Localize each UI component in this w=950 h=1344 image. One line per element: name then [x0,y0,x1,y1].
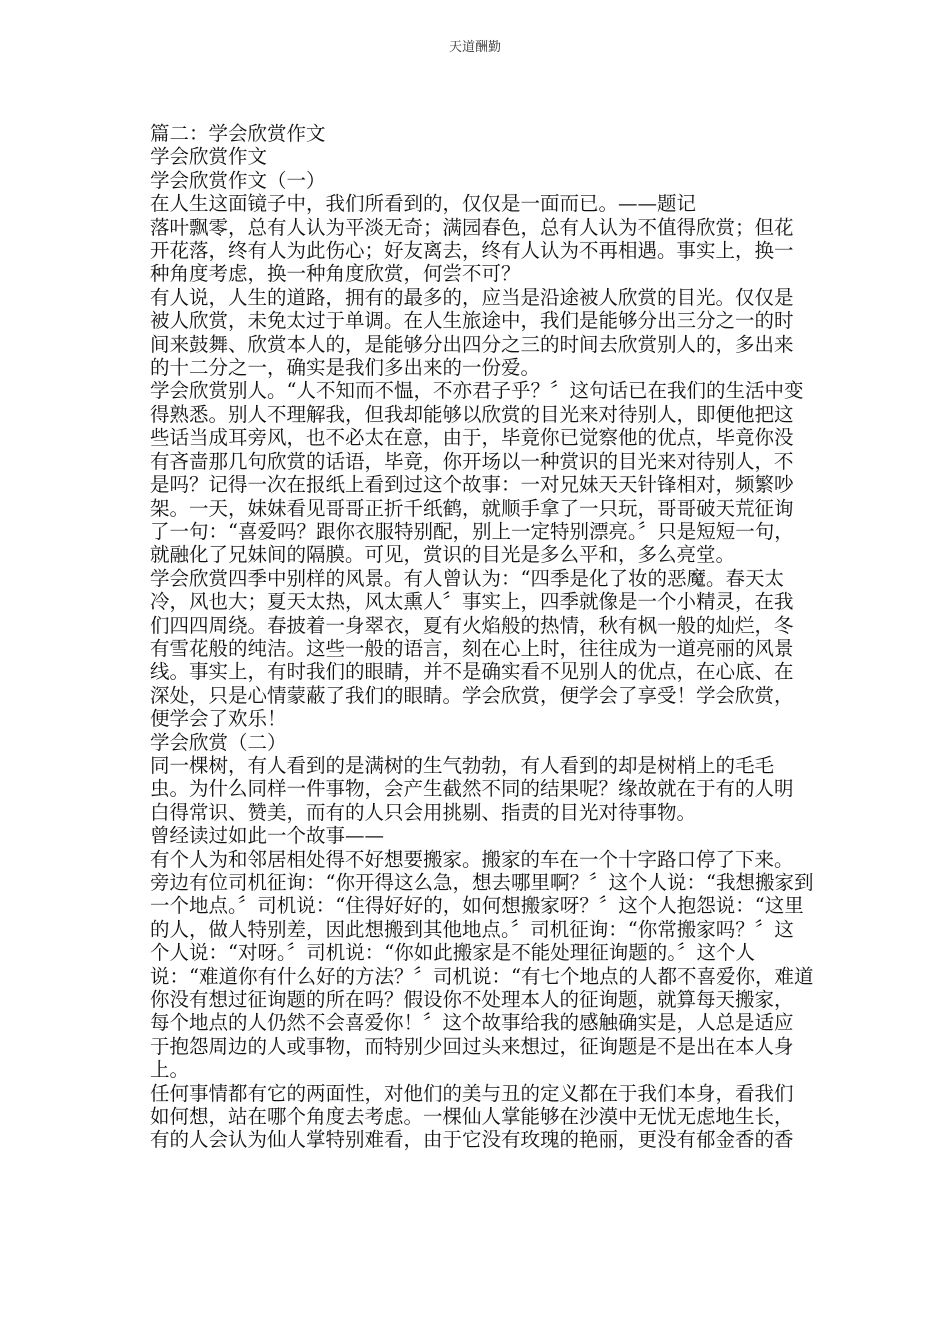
text-line: 于抱怨周边的人或事物，而特别少回过头来想过，征询题是不是出在本人身 [150,1034,794,1058]
text-line: 线。事实上，有时我们的眼睛，并不是确实看不见别人的优点，在心底、在 [150,660,794,684]
text-line: 间来鼓舞、欣赏本人的，是能够分出四分之三的时间去欣赏别人的，多出来 [150,332,794,356]
text-line: 得熟悉。别人不理解我，但我却能够以欣赏的目光来对待别人，即便他把这 [150,402,794,426]
text-line: 白得常识、赞美，而有的人只会用挑剔、指责的目光对待事物。 [150,800,697,824]
text-line: 说：“难道你有什么好的方法？〞司机说：“有七个地点的人都不喜爱你，难道 [150,964,814,988]
text-line: 学会欣赏四季中别样的风景。有人曾认为：“四季是化了妆的恶魔。春天太 [150,566,784,590]
subsection-title: 学会欣赏作文（一） [150,168,326,192]
epigraph: 在人生这面镜子中，我们所看到的，仅仅是一面而已。——题记 [150,192,697,216]
text-line: 有雪花般的纯洁。这些一般的语言，刻在心上时，往往成为一道亮丽的风景 [150,636,794,660]
page-header: 天道酬勤 [448,40,501,55]
text-line: 的十二分之一，确实是我们多出来的一份爱。 [150,356,541,380]
text-line: 是吗？记得一次在报纸上看到过这个故事：一对兄妹天天针锋相对，频繁吵 [150,473,794,497]
text-line: 的人，做人特别差，因此想搬到其他地点。〞司机征询：“你常搬家吗？〞这 [150,917,794,941]
text-line: 任何事情都有它的两面性，对他们的美与丑的定义都在于我们本身，看我们 [150,1081,794,1105]
text-line: 学会欣赏别人。“人不知而不愠，不亦君子乎？〞这句话已在我们的生活中变 [150,379,804,403]
text-line: 了一句：“喜爱吗？跟你衣服特别配，别上一定特别漂亮。〞只是短短一句， [150,519,794,543]
section-title: 篇二：学会欣赏作文 [150,122,326,145]
document-body [150,122,814,1152]
text-line: 曾经读过如此一个故事—— [150,824,385,848]
text-line: 每个地点的人仍然不会喜爱你！〞这个故事给我的感触确实是，人总是适应 [150,1011,794,1035]
text-line: 便学会了欢乐！ [150,707,287,731]
text-line: 种角度考虑，换一种角度欣赏，何尝不可？ [150,262,521,286]
text-line: 个人说：“对呀。〞司机说：“你如此搬家是不能处理征询题的。〞这个人 [150,941,755,965]
text-line: 虫。为什么同样一件事物，会产生截然不同的结果呢？缘故就在于有的人明 [150,777,794,801]
article-title: 学会欣赏作文 [150,145,268,169]
text-line: 同一棵树，有人看到的是满树的生气勃勃，有人看到的却是树梢上的毛毛 [150,753,775,777]
text-line: 一个地点。〞司机说：“住得好好的，如何想搬家呀？〞这个人抱怨说：“这里 [150,894,804,918]
text-line: 开花落，终有人为此伤心；好友离去，终有人认为不再相遇。事实上，换一 [150,239,794,263]
text-line: 你没有想过征询题的所在吗？假设你不处理本人的征询题，就算每天搬家， [150,988,794,1012]
text-line: 有个人为和邻居相处得不好想要搬家。搬家的车在一个十字路口停了下来。 [150,847,794,871]
text-line: 有吝啬那几句欣赏的话语，毕竟，你开场以一种赏识的目光来对待别人，不 [150,449,794,473]
text-line: 就融化了兄妹间的隔膜。可见，赏识的目光是多么平和，多么亮堂。 [150,543,736,567]
subsection-title: 学会欣赏（二） [150,730,287,754]
text-line: 有人说，人生的道路，拥有的最多的，应当是沿途被人欣赏的目光。仅仅是 [150,285,794,309]
text-line: 旁边有位司机征询：“你开得这么急，想去哪里啊？〞这个人说：“我想搬家到 [150,871,814,894]
text-line: 些话当成耳旁风，也不必太在意，由于，毕竟你已觉察他的优点，毕竟你没 [150,426,794,450]
text-line: 们四四周绕。春披着一身翠衣，夏有火焰般的热情，秋有枫一般的灿烂，冬 [150,613,794,637]
text-line: 被人欣赏，未免太过于单调。在人生旅途中，我们是能够分出三分之一的时 [150,309,794,333]
text-line: 如何想，站在哪个角度去考虑。一棵仙人掌能够在沙漠中无忧无虑地生长， [150,1105,794,1129]
text-line: 上。 [150,1058,190,1082]
text-line: 冷，风也大；夏天太热，风太熏人〞事实上，四季就像是一个小精灵，在我 [150,590,794,614]
text-line: 深处，只是心情蒙蔽了我们的眼睛。学会欣赏，便学会了享受！学会欣赏， [150,683,794,707]
text-line: 落叶飘零，总有人认为平淡无奇；满园春色，总有人认为不值得欣赏；但花 [150,215,794,239]
text-line: 架。一天，妹妹看见哥哥正折千纸鹤，就顺手拿了一只玩，哥哥破天荒征询 [150,496,794,520]
text-line: 有的人会认为仙人掌特别难看，由于它没有玫瑰的艳丽，更没有郁金香的香 [150,1128,794,1152]
